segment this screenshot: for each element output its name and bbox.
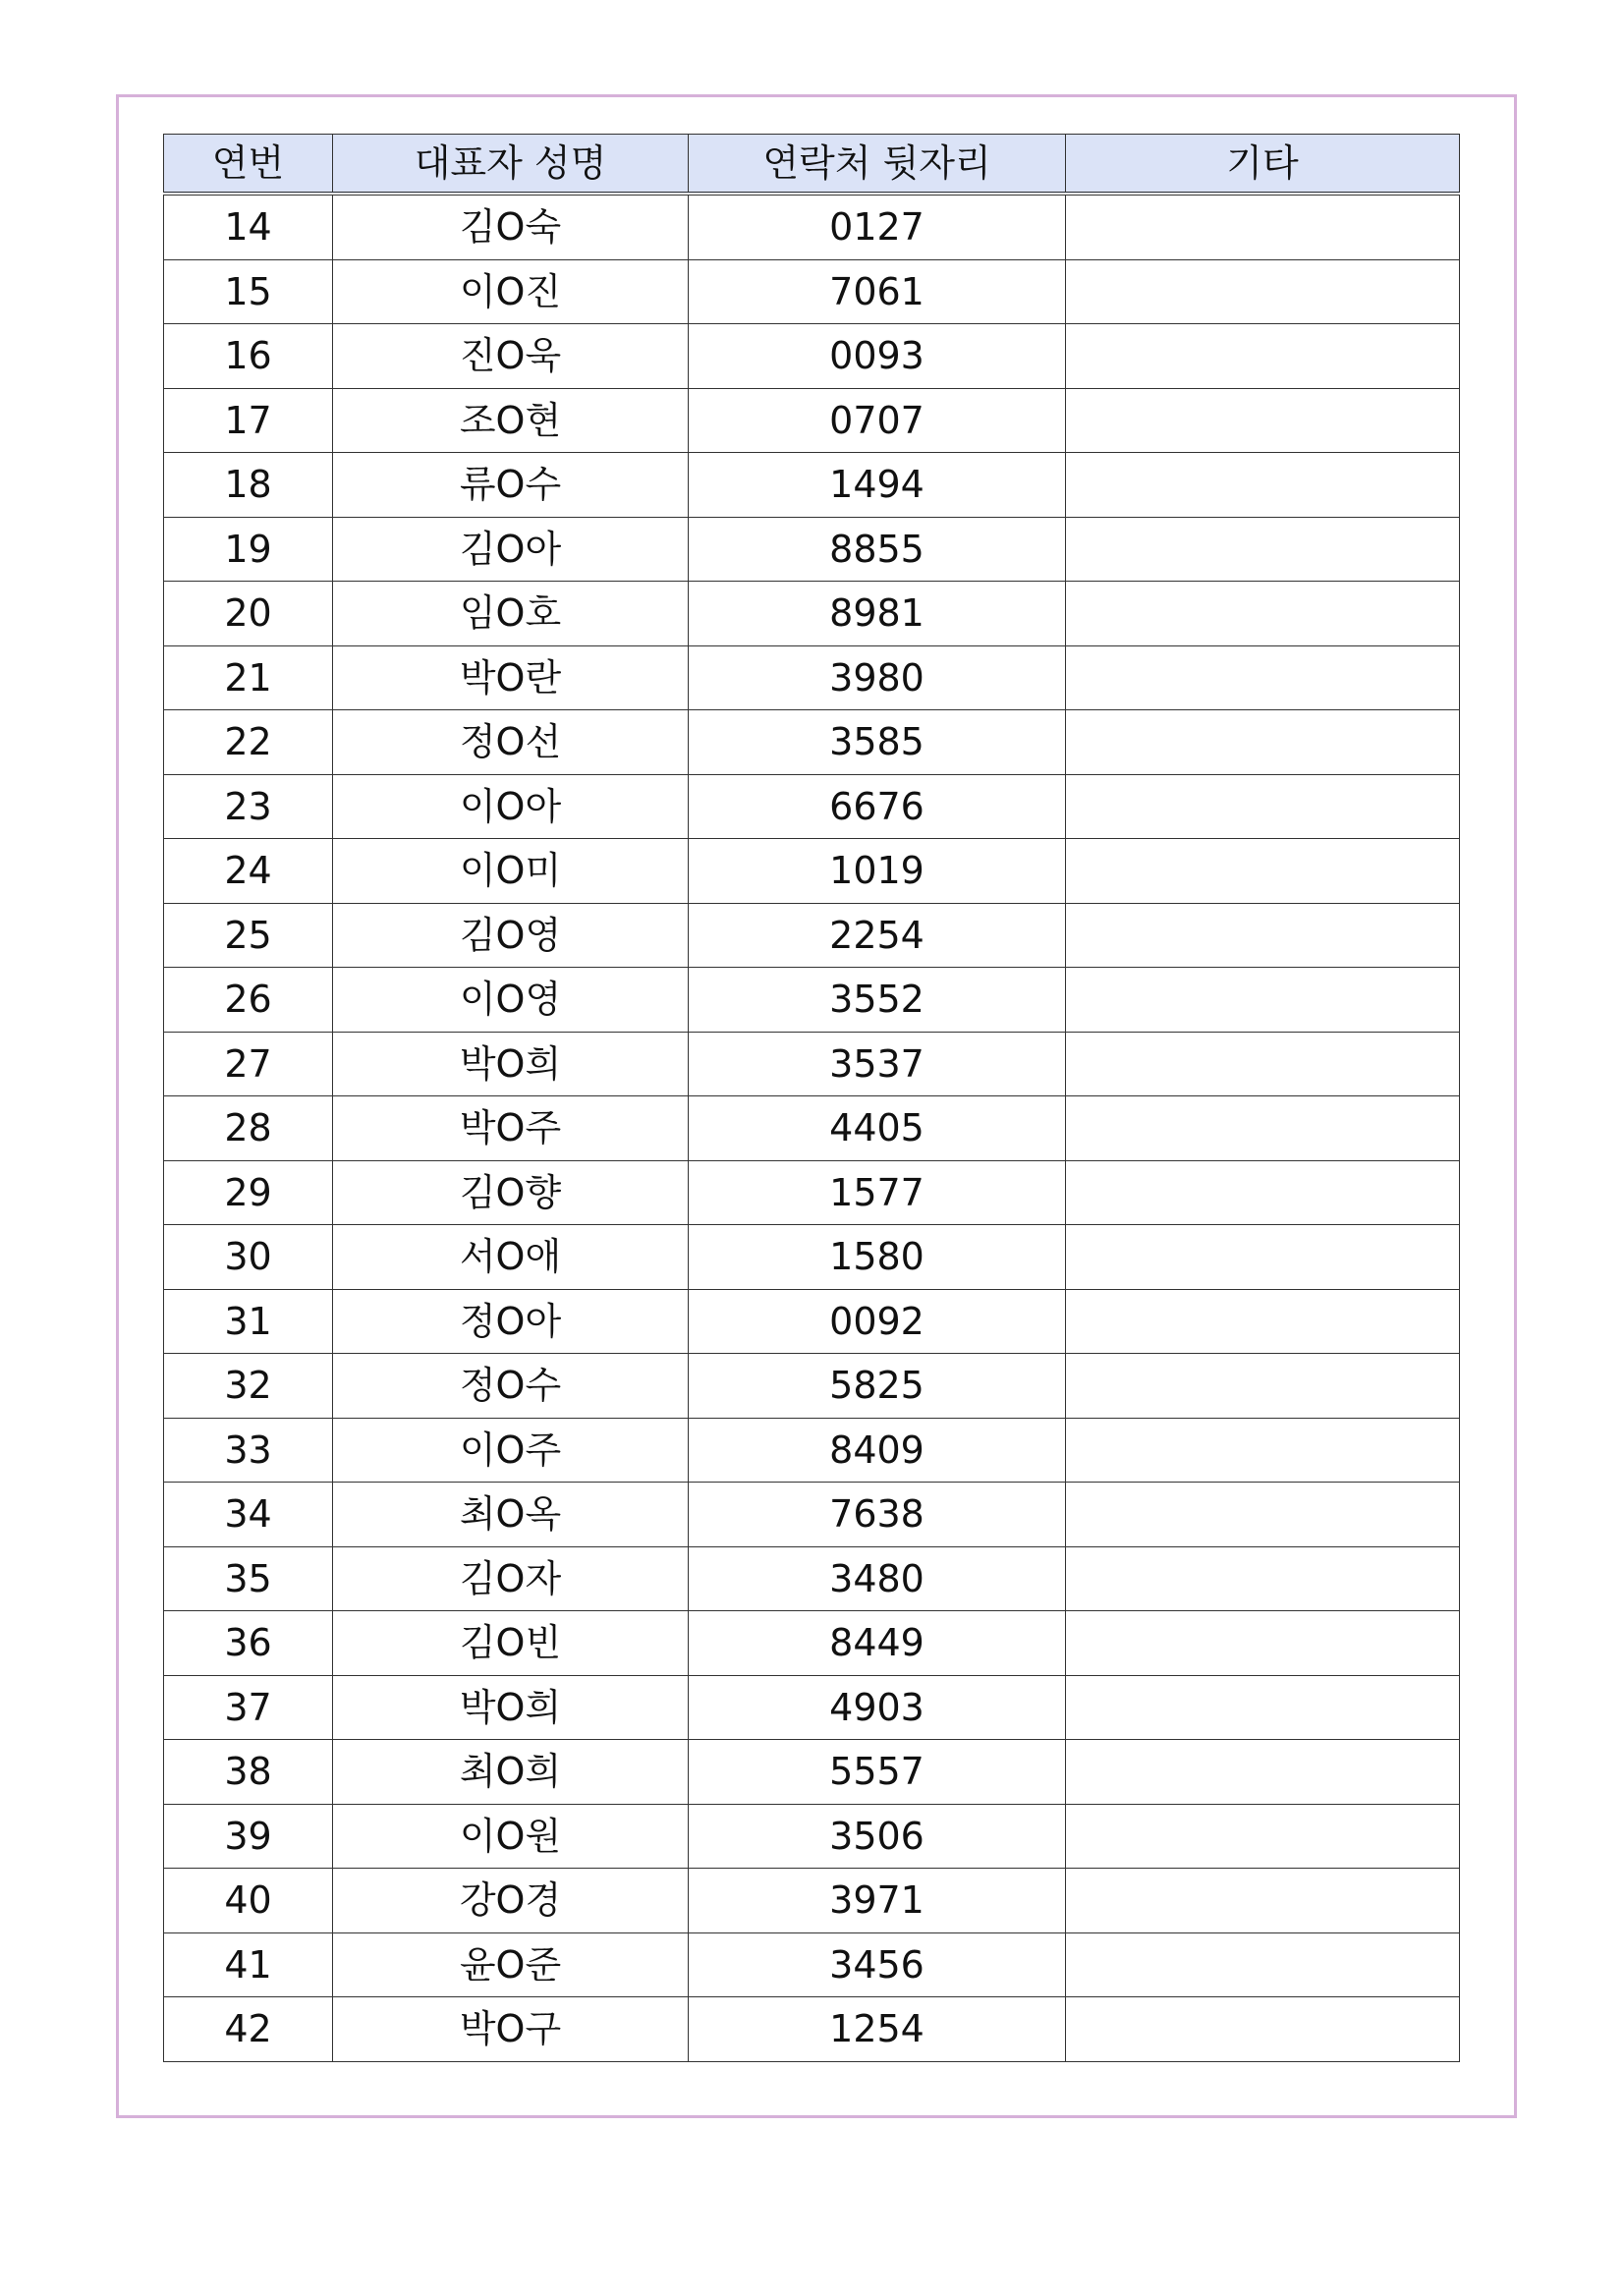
cell-serial-number: 21: [164, 645, 333, 710]
cell-other: [1066, 1160, 1460, 1225]
cell-phone-last-digits: 5557: [689, 1740, 1066, 1805]
cell-representative-name: 박O주: [333, 1096, 689, 1161]
cell-phone-last-digits: 1580: [689, 1225, 1066, 1290]
cell-phone-last-digits: 0092: [689, 1289, 1066, 1354]
cell-other: [1066, 1675, 1460, 1740]
cell-phone-last-digits: 1254: [689, 1997, 1066, 2062]
cell-serial-number: 35: [164, 1546, 333, 1611]
cell-representative-name: 이O주: [333, 1418, 689, 1483]
cell-representative-name: 서O애: [333, 1225, 689, 1290]
cell-other: [1066, 1225, 1460, 1290]
cell-phone-last-digits: 2254: [689, 903, 1066, 968]
table-row: [164, 517, 1460, 582]
cell-other: [1066, 324, 1460, 389]
cell-other: [1066, 1804, 1460, 1869]
table-row: [164, 1225, 1460, 1290]
cell-other: [1066, 1546, 1460, 1611]
cell-serial-number: 20: [164, 582, 333, 646]
cell-serial-number: 19: [164, 517, 333, 582]
table-row: [164, 1354, 1460, 1419]
cell-serial-number: 22: [164, 710, 333, 775]
cell-phone-last-digits: 3537: [689, 1032, 1066, 1096]
cell-other: [1066, 1997, 1460, 2062]
cell-other: [1066, 645, 1460, 710]
cell-other: [1066, 259, 1460, 324]
cell-serial-number: 37: [164, 1675, 333, 1740]
cell-phone-last-digits: 1577: [689, 1160, 1066, 1225]
cell-serial-number: 29: [164, 1160, 333, 1225]
cell-representative-name: 김O아: [333, 517, 689, 582]
cell-other: [1066, 1740, 1460, 1805]
cell-phone-last-digits: 0707: [689, 388, 1066, 453]
cell-serial-number: 26: [164, 968, 333, 1033]
table-row: [164, 324, 1460, 389]
table-row: [164, 1740, 1460, 1805]
cell-other: [1066, 388, 1460, 453]
cell-representative-name: 조O현: [333, 388, 689, 453]
cell-representative-name: 박O희: [333, 1032, 689, 1096]
cell-representative-name: 박O란: [333, 645, 689, 710]
cell-serial-number: 41: [164, 1932, 333, 1997]
cell-phone-last-digits: 8855: [689, 517, 1066, 582]
cell-phone-last-digits: 3480: [689, 1546, 1066, 1611]
cell-phone-last-digits: 5825: [689, 1354, 1066, 1419]
table-row: [164, 1418, 1460, 1483]
cell-representative-name: 박O희: [333, 1675, 689, 1740]
cell-phone-last-digits: 4405: [689, 1096, 1066, 1161]
cell-serial-number: 36: [164, 1611, 333, 1676]
table-row: [164, 1804, 1460, 1869]
table-body: [164, 194, 1460, 2061]
cell-serial-number: 14: [164, 194, 333, 259]
cell-phone-last-digits: 7638: [689, 1483, 1066, 1547]
header-row: [164, 135, 1460, 195]
cell-serial-number: 40: [164, 1869, 333, 1933]
cell-representative-name: 이O미: [333, 839, 689, 904]
table-row: [164, 388, 1460, 453]
cell-serial-number: 17: [164, 388, 333, 453]
cell-phone-last-digits: 4903: [689, 1675, 1066, 1740]
cell-phone-last-digits: 8981: [689, 582, 1066, 646]
cell-other: [1066, 194, 1460, 259]
header-serial-number: 연번: [164, 135, 333, 195]
table-row: [164, 453, 1460, 518]
cell-serial-number: 24: [164, 839, 333, 904]
cell-other: [1066, 1932, 1460, 1997]
cell-representative-name: 최O희: [333, 1740, 689, 1805]
cell-other: [1066, 1869, 1460, 1933]
cell-serial-number: 42: [164, 1997, 333, 2062]
cell-phone-last-digits: 3980: [689, 645, 1066, 710]
cell-other: [1066, 1354, 1460, 1419]
cell-other: [1066, 582, 1460, 646]
cell-other: [1066, 1483, 1460, 1547]
cell-other: [1066, 968, 1460, 1033]
cell-representative-name: 강O경: [333, 1869, 689, 1933]
table-row: [164, 1932, 1460, 1997]
cell-phone-last-digits: 3506: [689, 1804, 1066, 1869]
cell-other: [1066, 453, 1460, 518]
table-row: [164, 259, 1460, 324]
cell-representative-name: 류O수: [333, 453, 689, 518]
cell-other: [1066, 517, 1460, 582]
cell-serial-number: 30: [164, 1225, 333, 1290]
cell-other: [1066, 1418, 1460, 1483]
roster-table: [163, 134, 1460, 2062]
cell-other: [1066, 710, 1460, 775]
cell-phone-last-digits: 3552: [689, 968, 1066, 1033]
cell-serial-number: 32: [164, 1354, 333, 1419]
cell-phone-last-digits: 3971: [689, 1869, 1066, 1933]
cell-serial-number: 27: [164, 1032, 333, 1096]
cell-representative-name: 김O영: [333, 903, 689, 968]
table-row: [164, 774, 1460, 839]
cell-phone-last-digits: 0093: [689, 324, 1066, 389]
cell-serial-number: 38: [164, 1740, 333, 1805]
cell-phone-last-digits: 1019: [689, 839, 1066, 904]
cell-other: [1066, 1032, 1460, 1096]
table-row: [164, 839, 1460, 904]
cell-representative-name: 이O진: [333, 259, 689, 324]
table-row: [164, 194, 1460, 259]
table-row: [164, 710, 1460, 775]
table-row: [164, 645, 1460, 710]
cell-other: [1066, 903, 1460, 968]
cell-serial-number: 31: [164, 1289, 333, 1354]
table-row: [164, 582, 1460, 646]
cell-phone-last-digits: 0127: [689, 194, 1066, 259]
table-row: [164, 1546, 1460, 1611]
cell-representative-name: 정O수: [333, 1354, 689, 1419]
cell-phone-last-digits: 8449: [689, 1611, 1066, 1676]
cell-representative-name: 이O영: [333, 968, 689, 1033]
cell-phone-last-digits: 1494: [689, 453, 1066, 518]
cell-representative-name: 박O구: [333, 1997, 689, 2062]
cell-representative-name: 진O욱: [333, 324, 689, 389]
cell-serial-number: 25: [164, 903, 333, 968]
cell-representative-name: 임O호: [333, 582, 689, 646]
cell-representative-name: 이O원: [333, 1804, 689, 1869]
header-phone-last-digits: 연락처 뒷자리: [689, 135, 1066, 195]
table-row: [164, 903, 1460, 968]
cell-phone-last-digits: 3585: [689, 710, 1066, 775]
table-row: [164, 1096, 1460, 1161]
cell-serial-number: 33: [164, 1418, 333, 1483]
table-row: [164, 1611, 1460, 1676]
cell-serial-number: 18: [164, 453, 333, 518]
cell-representative-name: 정O아: [333, 1289, 689, 1354]
cell-other: [1066, 839, 1460, 904]
cell-representative-name: 윤O준: [333, 1932, 689, 1997]
cell-serial-number: 15: [164, 259, 333, 324]
cell-other: [1066, 774, 1460, 839]
cell-serial-number: 16: [164, 324, 333, 389]
cell-serial-number: 23: [164, 774, 333, 839]
cell-representative-name: 최O옥: [333, 1483, 689, 1547]
cell-serial-number: 28: [164, 1096, 333, 1161]
table-row: [164, 1675, 1460, 1740]
cell-phone-last-digits: 3456: [689, 1932, 1066, 1997]
cell-representative-name: 정O선: [333, 710, 689, 775]
table-row: [164, 1032, 1460, 1096]
cell-representative-name: 김O향: [333, 1160, 689, 1225]
cell-other: [1066, 1611, 1460, 1676]
cell-representative-name: 김O빈: [333, 1611, 689, 1676]
cell-other: [1066, 1096, 1460, 1161]
header-representative-name: 대표자 성명: [333, 135, 689, 195]
cell-phone-last-digits: 6676: [689, 774, 1066, 839]
cell-serial-number: 39: [164, 1804, 333, 1869]
header-other: 기타: [1066, 135, 1460, 195]
cell-other: [1066, 1289, 1460, 1354]
cell-serial-number: 34: [164, 1483, 333, 1547]
cell-representative-name: 이O아: [333, 774, 689, 839]
cell-representative-name: 김O자: [333, 1546, 689, 1611]
table-row: [164, 1160, 1460, 1225]
cell-representative-name: 김O숙: [333, 194, 689, 259]
table-row: [164, 1869, 1460, 1933]
table-header: [164, 135, 1460, 195]
table-row: [164, 968, 1460, 1033]
table-row: [164, 1289, 1460, 1354]
cell-phone-last-digits: 8409: [689, 1418, 1066, 1483]
cell-phone-last-digits: 7061: [689, 259, 1066, 324]
table-row: [164, 1997, 1460, 2062]
table-row: [164, 1483, 1460, 1547]
